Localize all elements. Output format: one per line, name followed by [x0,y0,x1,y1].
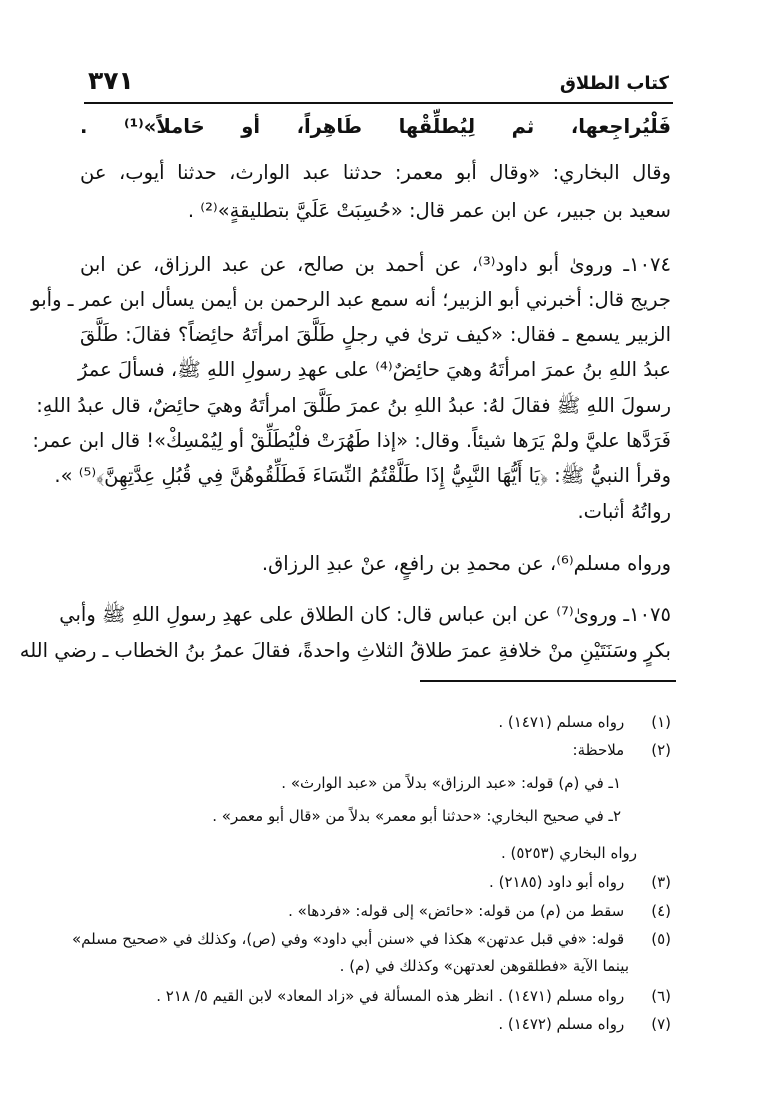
book-title: كتاب الطلاق [559,73,669,94]
body-line: سعيد بن جبير، عن ابن عمر قال: «حُسِبَتْ عَلَيَّ بتطليقةٍ»⁽²⁾ . [187,199,671,222]
footnote-4 [80,899,671,923]
body-line: ورواه مسلم⁽⁶⁾، عن محمدِ بن رافعٍ، عنْ عبدِ الرزاق. [261,552,671,575]
footnote-2-note-2: ٢ـ في صحيح البخاري: «حدثنا أبو معمر» بدلاً من «قال أبو معمر» . [212,807,621,825]
body-line: رواتُهُ أثبات. [577,500,671,523]
body-line: فَرَدَّها عليَّ ولمْ يَرَها شيئاً. وقال: «إذا طَهُرَتْ فلْيُطَلِّقْ أو لِيُمْسِكْ»! قال ابن عمر: [32,429,671,452]
body-line: وقال البخاري: «وقال أبو معمر: حدثنا عبد الوارث، حدثنا أيوب، عن [80,161,671,184]
footnote-5-continuation: بينما الآية «فطلقوهن لعدتهن» وكذلك في (م) . [339,957,629,975]
footnote-6 [80,984,671,1008]
footnote-2-note-3: رواه البخاري (٥٢٥٣) . [500,844,637,862]
body-line: وقرأ النبيُّ ﷺ: ﴿يَا أَيُّهَا النَّبِيُّ إِذَا طَلَّقْتُمُ النِّسَاءَ فَطَلِّقُوهُنَّ فِي قُبُلِ عِدَّتِهِنَّ﴾⁽⁵⁾ ». [54,464,671,487]
footnote-text: رواه مسلم (١٤٧١) . انظر هذه المسألة في «زاد المعاد» لابن القيم ٥/ ٢١٨ . [156,987,625,1005]
footnote-7 [80,1012,671,1036]
footnote-text: سقط من (م) من قوله: «حائض» إلى قوله: «فردها» . [288,902,625,920]
footnote-number: (٢) [651,741,671,759]
footnote-number: (٥) [651,930,671,948]
footnote-separator [420,680,676,682]
footnote-5 [71,927,671,951]
body-line: عبدُ اللهِ بنُ عمرَ امرأتَهُ وهيَ حائِضٌ⁽⁴⁾ على عهدِ رسولِ اللهِ ﷺ، فسألَ عمرُ [78,358,671,381]
body-line: جريج قال: أخبرني أبو الزبير؛ أنه سمع عبد الرحمن بن أيمن يسأل ابن عمر ـ وأبو [31,288,671,311]
page-header [84,62,673,104]
footnote-1 [80,710,671,734]
footnote-3 [80,870,671,894]
footnote-number: (٣) [651,873,671,891]
body-line: الزبير يسمع ـ فقال: «كيف ترىٰ في رجلٍ طَلَّقَ امرأتَهُ حائِضاً؟ فقالَ: طَلَّقَ [80,323,671,346]
footnote-text: رواه مسلم (١٤٧١) . [498,713,625,731]
footnote-number: (١) [651,713,671,731]
footnote-text: قوله: «في قبل عدتهن» هكذا في «سنن أبي داود» وفي (ص)، وكذلك في «صحيح مسلم» [71,930,625,948]
footnote-text: رواه أبو داود (٢١٨٥) . [489,873,625,891]
body-line: فَلْيُراجِعها، ثم لِيُطلِّقْها طَاهِراً، أو حَاملاً»⁽¹⁾ . [80,115,671,138]
body-line: رسولَ اللهِ ﷺ فقالَ لهُ: عبدُ اللهِ بنُ عمرَ طَلَّقَ امرأتَهُ وهيَ حائِضٌ، قال عبدُ اللهِ: [36,394,671,417]
footnote-number: (٧) [651,1015,671,1033]
footnote-text: ملاحظة: [572,741,625,759]
footnote-2 [80,738,671,762]
page-number: ٣٧١ [88,66,134,95]
footnote-number: (٤) [651,902,671,920]
body-line: بكرٍ وسَنَتَيْنِ منْ خلافةِ عمرَ طلاقُ الثلاثِ واحدةً، فقالَ عمرُ بنُ الخطاب ـ رضي الله [19,639,671,662]
footnote-2-note-1: ١ـ في (م) قوله: «عبد الرزاق» بدلاً من «عبد الوارث» . [281,774,621,792]
body-line: ١٠٧٤ـ ورویٰ أبو داود⁽³⁾، عن أحمد بن صالح، عن عبد الرزاق، عن ابن [80,253,672,276]
body-line: ١٠٧٥ـ ورویٰ⁽⁷⁾ عن ابن عباس قال: كان الطلاق على عهدِ رسولِ اللهِ ﷺ وأبي [59,603,671,626]
footnote-text: رواه مسلم (١٤٧٢) . [498,1015,625,1033]
footnote-number: (٦) [651,987,671,1005]
